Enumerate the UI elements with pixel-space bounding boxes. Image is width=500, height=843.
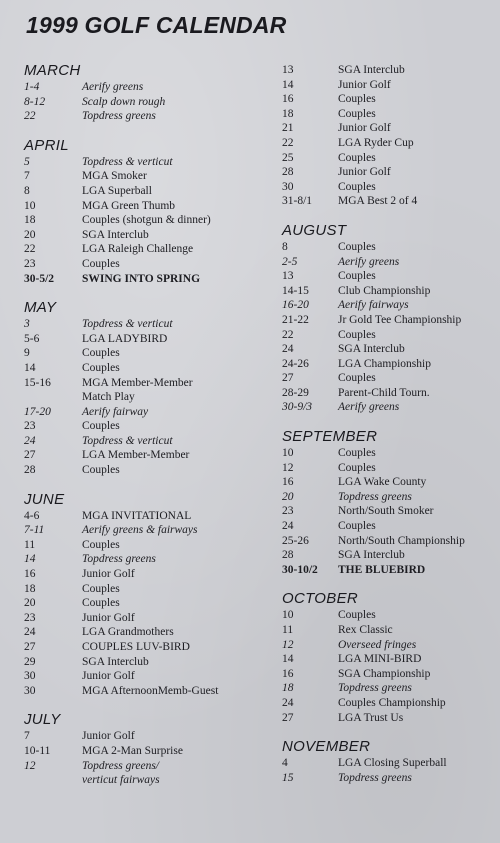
entry-event: Couples <box>82 538 120 551</box>
entry-date: 12 <box>282 461 294 474</box>
entry-date: 22 <box>282 136 294 149</box>
calendar-entry <box>24 242 274 257</box>
calendar-entry <box>24 640 274 655</box>
entry-date: 18 <box>282 682 294 695</box>
entry-date: 13 <box>282 270 294 283</box>
entry-event: Topdress greens <box>338 771 412 784</box>
month-heading-august: AUGUST <box>282 221 347 239</box>
entry-event: Aerify greens <box>338 255 400 268</box>
entry-date: 14 <box>282 78 294 91</box>
entry-date: 30 <box>24 684 36 697</box>
entry-date: 10 <box>282 447 294 460</box>
entry-date: 28 <box>282 549 294 562</box>
month-heading-october: OCTOBER <box>282 590 359 608</box>
calendar-entry <box>282 400 497 415</box>
calendar-entry <box>282 328 497 343</box>
entry-date: 16 <box>282 93 294 106</box>
entry-date: 14-15 <box>282 284 309 297</box>
entry-event: Junior Golf <box>338 78 391 91</box>
calendar-entry <box>282 475 497 490</box>
entry-event: Parent-Child Tourn. <box>338 386 430 399</box>
calendar-entry <box>24 390 274 405</box>
entry-event: Rex Classic <box>338 624 393 636</box>
entry-date: 23 <box>24 420 36 433</box>
entry-date: 18 <box>282 107 294 120</box>
entry-event: SGA Interclub <box>82 228 149 241</box>
entry-date: 24 <box>24 626 36 639</box>
entry-event: Couples (shotgun & dinner) <box>82 214 211 227</box>
calendar-entry <box>282 504 497 519</box>
entry-event: Topdress greens <box>82 553 156 566</box>
calendar-entry <box>282 194 497 209</box>
calendar-entry <box>24 729 274 744</box>
calendar-entry <box>24 744 274 759</box>
entry-date: 14 <box>282 653 294 666</box>
entry-event: Couples <box>338 520 376 533</box>
entry-date: 22 <box>24 243 36 256</box>
entry-event: verticut fairways <box>82 774 160 787</box>
entry-event: Junior Golf <box>82 670 135 683</box>
calendar-entry <box>24 523 274 538</box>
calendar-entry <box>24 538 274 553</box>
entry-date: 3 <box>24 318 30 331</box>
entry-event: Topdress & verticut <box>82 434 173 447</box>
entry-date: 27 <box>282 711 294 724</box>
calendar-entry <box>282 357 497 372</box>
month-heading-june: JUNE <box>24 490 65 508</box>
entry-date: 12 <box>24 759 36 772</box>
entry-event: LGA Trust Us <box>338 711 404 724</box>
calendar-entry <box>282 298 497 313</box>
entry-date: 30 <box>282 180 294 193</box>
entry-date: 8 <box>24 184 30 197</box>
entry-date: 27 <box>24 641 36 653</box>
entry-event: Junior Golf <box>82 730 135 743</box>
calendar-entry <box>24 109 274 124</box>
entry-date: 21-22 <box>282 313 309 326</box>
entry-event: SGA Interclub <box>338 549 405 562</box>
entry-event: Couples <box>338 270 376 283</box>
calendar-entry <box>24 669 274 684</box>
entry-date: 18 <box>24 582 36 595</box>
entry-event: LGA Raleigh Challenge <box>82 243 194 256</box>
entry-event: SGA Interclub <box>82 655 149 668</box>
entry-event: MGA INVITATIONAL <box>82 509 192 522</box>
entry-date: 15 <box>282 771 294 784</box>
entry-date: 7-11 <box>24 524 45 537</box>
entry-event: Couples <box>338 447 376 460</box>
entry-date: 24-26 <box>282 357 309 370</box>
calendar-entry <box>282 180 497 195</box>
entry-event: LGA Member-Member <box>82 449 190 462</box>
calendar-entry <box>282 608 497 623</box>
calendar-entry <box>24 582 274 597</box>
entry-event: Couples <box>82 464 120 477</box>
calendar-entry <box>24 773 274 788</box>
entry-date: 30-10/2 <box>282 563 318 576</box>
entry-date: 23 <box>24 611 36 624</box>
calendar-entry <box>24 95 274 110</box>
entry-date: 30 <box>24 670 36 683</box>
calendar-entry <box>24 361 274 376</box>
calendar-entry <box>282 638 497 653</box>
entry-event: Couples <box>82 597 120 610</box>
entry-date: 16 <box>24 568 36 581</box>
entry-date: 30-9/3 <box>282 401 313 414</box>
entry-event: North/South Championship <box>338 534 465 547</box>
calendar-entry <box>282 165 497 180</box>
calendar-entry <box>282 121 497 136</box>
entry-date: 5-6 <box>24 332 40 345</box>
calendar-entry <box>282 681 497 696</box>
entry-date: 16 <box>282 476 294 489</box>
calendar-entry <box>282 107 497 122</box>
calendar-entry <box>24 625 274 640</box>
entry-event: MGA 2-Man Surprise <box>82 744 183 757</box>
entry-date: 27 <box>282 372 294 385</box>
calendar-entry <box>282 667 497 682</box>
month-heading-november: NOVEMBER <box>282 738 371 756</box>
entry-date: 16 <box>282 667 294 680</box>
calendar-entry <box>24 405 274 420</box>
entry-date: 7 <box>24 730 30 743</box>
entry-date: 20 <box>24 597 36 610</box>
calendar-entry <box>282 711 497 726</box>
entry-event: Couples <box>82 420 120 433</box>
entry-event: LGA Championship <box>338 357 431 370</box>
entry-event: Club Championship <box>338 284 431 297</box>
calendar-entry <box>24 257 274 272</box>
entry-date: 24 <box>282 696 294 709</box>
entry-event: COUPLES LUV-BIRD <box>82 641 190 653</box>
entry-date: 4-6 <box>24 509 40 522</box>
calendar-entry <box>282 756 497 771</box>
entry-event: Aerify greens & fairways <box>82 524 198 537</box>
entry-date: 9 <box>24 347 30 360</box>
entry-event: Couples <box>82 347 120 360</box>
calendar-entry <box>24 448 274 463</box>
entry-event: Couples <box>338 240 376 253</box>
entry-date: 28-29 <box>282 386 309 399</box>
calendar-entry <box>24 611 274 626</box>
entry-event: Couples <box>338 609 376 622</box>
calendar-entry <box>282 490 497 505</box>
entry-event: Junior Golf <box>82 611 135 624</box>
entry-date: 14 <box>24 361 36 374</box>
entry-date: 13 <box>282 64 294 76</box>
calendar-entry <box>282 342 497 357</box>
entry-event: Topdress & verticut <box>82 155 173 168</box>
entry-event: LGA Grandmothers <box>82 626 174 639</box>
entry-date: 7 <box>24 170 30 183</box>
entry-event: North/South Smoker <box>338 505 434 518</box>
calendar-entry <box>282 136 497 151</box>
entry-date: 8 <box>282 240 288 253</box>
entry-event: THE BLUEBIRD <box>338 563 426 576</box>
calendar-entry <box>24 567 274 582</box>
entry-event: Topdress greens <box>338 682 412 695</box>
entry-date: 27 <box>24 449 36 462</box>
entry-date: 24 <box>24 434 36 447</box>
entry-date <box>24 773 82 788</box>
entry-event: Scalp down rough <box>82 95 166 108</box>
calendar-entry <box>24 80 274 95</box>
month-heading-may: MAY <box>24 299 57 317</box>
entry-event: Couples <box>82 361 120 374</box>
month-heading-april: APRIL <box>24 136 69 154</box>
entry-date: 10 <box>282 609 294 622</box>
entry-date: 20 <box>24 228 36 241</box>
page-title: 1999 GOLF CALENDAR <box>26 12 287 38</box>
entry-date: 15-16 <box>24 376 51 389</box>
calendar-entry <box>24 199 274 214</box>
calendar-entry <box>24 169 274 184</box>
entry-date: 22 <box>282 328 294 341</box>
calendar-entry <box>24 346 274 361</box>
entry-event: LGA MINI-BIRD <box>338 653 422 666</box>
right-column <box>282 63 497 785</box>
entry-date: 10 <box>24 199 36 212</box>
calendar-entry <box>282 269 497 284</box>
entry-date: 23 <box>24 257 36 270</box>
calendar-entry <box>282 255 497 270</box>
entry-event: LGA Wake County <box>338 476 427 489</box>
entry-event: Aerify fairways <box>338 299 409 312</box>
entry-date: 30-5/2 <box>24 272 55 285</box>
entry-date: 2-5 <box>282 255 298 268</box>
calendar-entry <box>282 696 497 711</box>
entry-event: Couples <box>82 582 120 595</box>
entry-event: Topdress greens <box>338 490 412 503</box>
entry-event: Aerify fairway <box>82 405 149 418</box>
calendar-entry <box>282 63 497 78</box>
entry-date: 16-20 <box>282 299 309 312</box>
calendar-entry <box>282 240 497 255</box>
entry-date: 21 <box>282 122 294 135</box>
entry-date: 28 <box>24 464 36 477</box>
calendar-entry <box>282 534 497 549</box>
entry-date: 22 <box>24 110 36 123</box>
entry-event: LGA Superball <box>82 184 152 197</box>
entry-date: 25-26 <box>282 534 309 547</box>
entry-event: Topdress greens <box>82 110 156 123</box>
calendar-entry <box>24 376 274 391</box>
entry-event: Aerify greens <box>338 401 400 414</box>
entry-event: MGA Member-Member <box>82 376 193 389</box>
calendar-entry <box>282 519 497 534</box>
entry-date: 23 <box>282 505 294 518</box>
calendar-entry <box>282 92 497 107</box>
calendar-entry <box>282 652 497 667</box>
month-heading-september: SEPTEMBER <box>282 428 378 446</box>
entry-date: 31-8/1 <box>282 195 313 208</box>
entry-date: 24 <box>282 520 294 533</box>
entry-date: 8-12 <box>24 95 46 108</box>
calendar-entry <box>282 446 497 461</box>
entry-event: SGA Interclub <box>338 343 405 356</box>
entry-event: Junior Golf <box>338 122 391 135</box>
entry-date: 20 <box>282 490 294 503</box>
entry-event: Topdress greens/ <box>82 759 159 772</box>
entry-date: 29 <box>24 655 36 668</box>
calendar-entry <box>24 509 274 524</box>
entry-date <box>24 390 82 405</box>
calendar-entry <box>24 684 274 699</box>
entry-date: 28 <box>282 166 294 179</box>
calendar-entry <box>24 419 274 434</box>
entry-event: Couples <box>338 180 376 193</box>
entry-event: SGA Championship <box>338 667 431 680</box>
calendar-entry <box>282 771 497 786</box>
entry-date: 10-11 <box>24 744 51 757</box>
entry-date: 14 <box>24 553 36 566</box>
entry-date: 11 <box>24 538 36 551</box>
calendar-entry <box>282 461 497 476</box>
entry-date: 12 <box>282 638 294 651</box>
entry-event: Junior Golf <box>82 568 135 581</box>
entry-event: Overseed fringes <box>338 638 417 651</box>
entry-event: Couples Championship <box>338 696 446 709</box>
calendar-entry <box>24 655 274 670</box>
entry-event: MGA Green Thumb <box>82 199 176 212</box>
calendar-entry <box>282 313 497 328</box>
calendar-entry <box>282 386 497 401</box>
entry-event: LGA Ryder Cup <box>338 136 414 149</box>
calendar-entry <box>282 548 497 563</box>
entry-date: 5 <box>24 155 30 168</box>
entry-event: Couples <box>338 461 376 474</box>
calendar-entry <box>24 317 274 332</box>
entry-date: 1-4 <box>24 81 40 93</box>
left-column <box>24 63 274 788</box>
entry-event: Couples <box>338 93 376 106</box>
entry-date: 17-20 <box>24 405 51 418</box>
calendar-entry <box>24 272 274 287</box>
entry-event: Aerify greens <box>82 81 144 93</box>
entry-event: SGA Interclub <box>338 64 405 76</box>
entry-event: Couples <box>338 151 376 164</box>
calendar-entry <box>282 371 497 386</box>
calendar-entry <box>282 78 497 93</box>
entry-event: Couples <box>338 372 376 385</box>
calendar-entry <box>24 596 274 611</box>
entry-date: 11 <box>282 624 294 636</box>
calendar-entry <box>24 213 274 228</box>
entry-event: MGA Smoker <box>82 170 147 183</box>
calendar-entry <box>282 563 497 578</box>
entry-event: Couples <box>82 257 120 270</box>
entry-event: Couples <box>338 328 376 341</box>
calendar-entry <box>24 552 274 567</box>
entry-event: Topdress & verticut <box>82 318 173 331</box>
calendar-entry <box>24 228 274 243</box>
entry-event: Jr Gold Tee Championship <box>338 313 462 326</box>
entry-event: Junior Golf <box>338 166 391 179</box>
entry-event: Couples <box>338 107 376 120</box>
entry-date: 4 <box>282 757 288 770</box>
entry-event: MGA Best 2 of 4 <box>338 195 418 208</box>
calendar-entry <box>24 332 274 347</box>
entry-event: LGA LADYBIRD <box>82 332 168 345</box>
calendar-entry <box>24 434 274 449</box>
entry-date: 24 <box>282 343 294 356</box>
entry-date: 25 <box>282 151 294 164</box>
month-heading-march: MARCH <box>24 62 81 79</box>
calendar-entry <box>282 623 497 638</box>
calendar-entry <box>24 184 274 199</box>
entry-date: 18 <box>24 214 36 227</box>
calendar-entry <box>24 759 274 774</box>
calendar-entry <box>24 463 274 478</box>
calendar-entry <box>282 151 497 166</box>
calendar-entry <box>24 155 274 170</box>
entry-event: SWING INTO SPRING <box>82 272 201 285</box>
calendar-entry <box>282 284 497 299</box>
month-heading-july: JULY <box>24 711 61 729</box>
entry-event: MGA AfternoonMemb-Guest <box>82 684 219 697</box>
entry-event: Match Play <box>82 391 135 404</box>
entry-event: LGA Closing Superball <box>338 757 447 770</box>
